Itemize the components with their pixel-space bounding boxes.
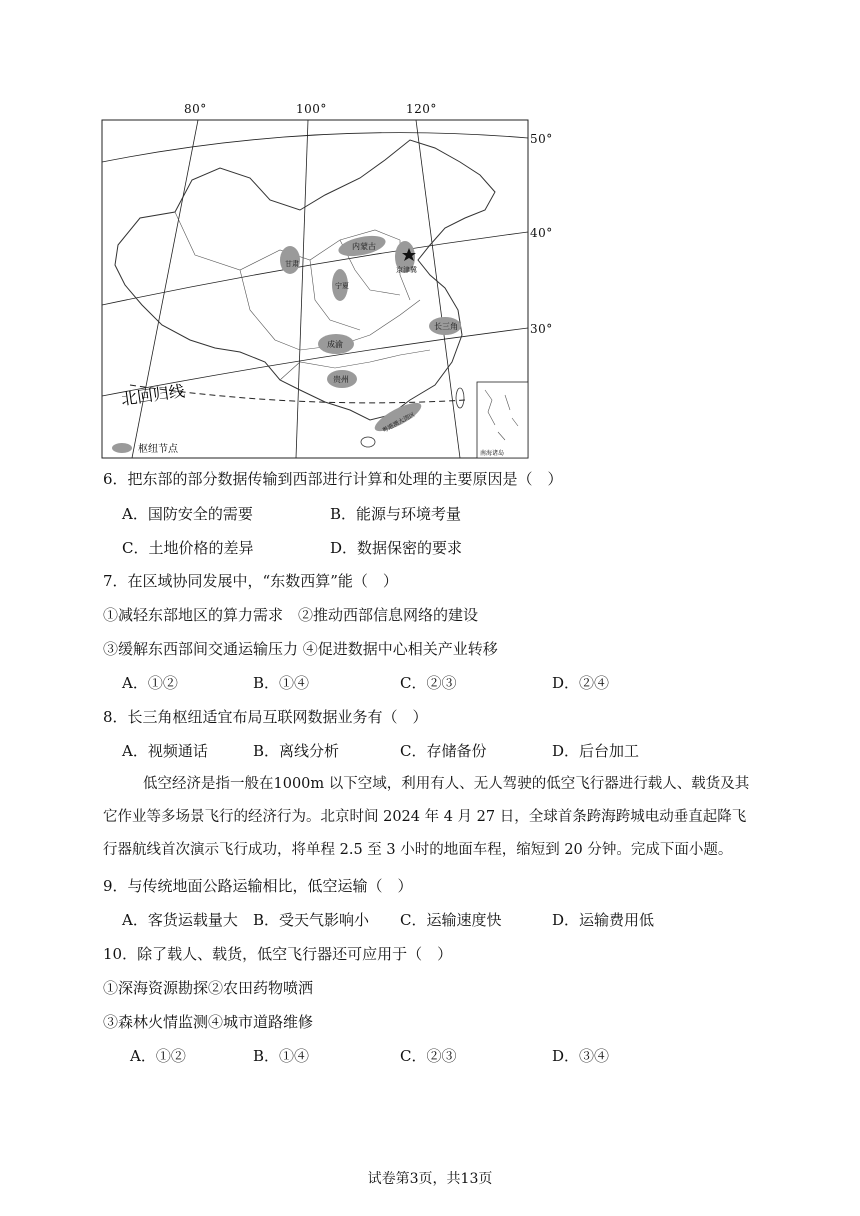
reading-passage [103, 768, 763, 867]
q9-option-a[interactable]: A．客货运载量大 [122, 911, 238, 929]
question-8-stem: 8．长三角枢纽适宜布局互联网数据业务有（ ） [103, 708, 428, 726]
node-label-guizhou: 贵州 [333, 375, 349, 384]
q7-option-b[interactable]: B．①④ [253, 674, 310, 692]
q6-option-a[interactable]: A．国防安全的需要 [122, 505, 253, 523]
tropic-of-cancer-label: 北回归线 [119, 381, 186, 409]
legend-label: 枢纽节点 [138, 444, 178, 455]
q10-option-c[interactable]: C．②③ [400, 1047, 457, 1065]
china-map-figure [100, 100, 553, 465]
q8-option-b[interactable]: B．离线分析 [253, 742, 340, 760]
question-10-stem: 10．除了载人、载货，低空飞行器还可应用于（ ） [103, 945, 453, 963]
q8-option-c[interactable]: C．存储备份 [400, 742, 487, 760]
longitude-label-80: 80° [184, 102, 207, 116]
q10-option-b[interactable]: B．①④ [253, 1047, 310, 1065]
question-9-stem: 9．与传统地面公路运输相比，低空运输（ ） [103, 877, 413, 895]
q10-item-line-1: ①深海资源勘探②农田药物喷洒 [103, 979, 314, 997]
question-7-stem: 7．在区域协同发展中，“东数西算”能（ ） [103, 572, 398, 590]
passage-line-2: 它作业等多场景飞行的经济行为。北京时间 2024 年 4 月 27 日，全球首条跨海跨城电动垂直起降飞 [103, 809, 747, 825]
q10-option-a[interactable]: A．①② [130, 1047, 186, 1065]
inset-label: 南海诸岛 [480, 450, 505, 457]
q10-option-d[interactable]: D．③④ [552, 1047, 610, 1065]
q6-option-b[interactable]: B．能源与环境考量 [330, 505, 462, 523]
legend-swatch [112, 443, 132, 453]
page-footer: 试卷第3页，共13页 [367, 1171, 493, 1187]
q9-option-b[interactable]: B．受天气影响小 [253, 911, 370, 929]
q9-option-c[interactable]: C．运输速度快 [400, 911, 502, 929]
q7-option-a[interactable]: A．①② [122, 674, 178, 692]
node-label-ningxia: 宁夏 [335, 282, 349, 290]
q10-item-line-2: ③森林火情监测④城市道路维修 [103, 1013, 314, 1031]
latitude-label-40: 40° [530, 226, 553, 240]
map-drawing [100, 100, 540, 465]
node-label-jingjinji: 京津冀 [396, 266, 417, 274]
q8-option-d[interactable]: D．后台加工 [552, 742, 640, 760]
q7-option-c[interactable]: C．②③ [400, 674, 457, 692]
node-label-neimenggu: 内蒙古 [352, 242, 376, 251]
q7-item-line-2: ③缓解东西部间交通运输压力 ④促进数据中心相关产业转移 [103, 640, 498, 658]
latitude-label-50: 50° [530, 132, 553, 146]
passage-line-3: 行器航线首次演示飞行成功，将单程 2.5 至 3 小时的地面车程，缩短到 20 分钟。完成下面小题。 [103, 842, 733, 858]
latitude-label-30: 30° [530, 322, 553, 336]
q8-option-a[interactable]: A．视频通话 [122, 742, 208, 760]
q6-option-c[interactable]: C．土地价格的差异 [122, 539, 254, 557]
q6-option-d[interactable]: D．数据保密的要求 [330, 539, 463, 557]
node-label-gansu: 甘肃 [285, 260, 299, 268]
node-label-yuegangao: 粤港澳大湾区 [381, 411, 417, 435]
question-6-stem: 6．把东部的部分数据传输到西部进行计算和处理的主要原因是（ ） [103, 470, 563, 488]
longitude-label-120: 120° [406, 102, 437, 116]
q7-item-line-1: ①减轻东部地区的算力需求 ②推动西部信息网络的建设 [103, 606, 479, 624]
node-label-changsanjiao: 长三角 [434, 322, 458, 331]
q9-option-d[interactable]: D．运输费用低 [552, 911, 655, 929]
q7-option-d[interactable]: D．②④ [552, 674, 610, 692]
node-label-chengyu: 成渝 [327, 340, 343, 349]
passage-line-1: 低空经济是指一般在1000m 以下空域，利用有人、无人驾驶的低空飞行器进行载人、载货及其 [143, 776, 750, 792]
longitude-label-100: 100° [296, 102, 327, 116]
